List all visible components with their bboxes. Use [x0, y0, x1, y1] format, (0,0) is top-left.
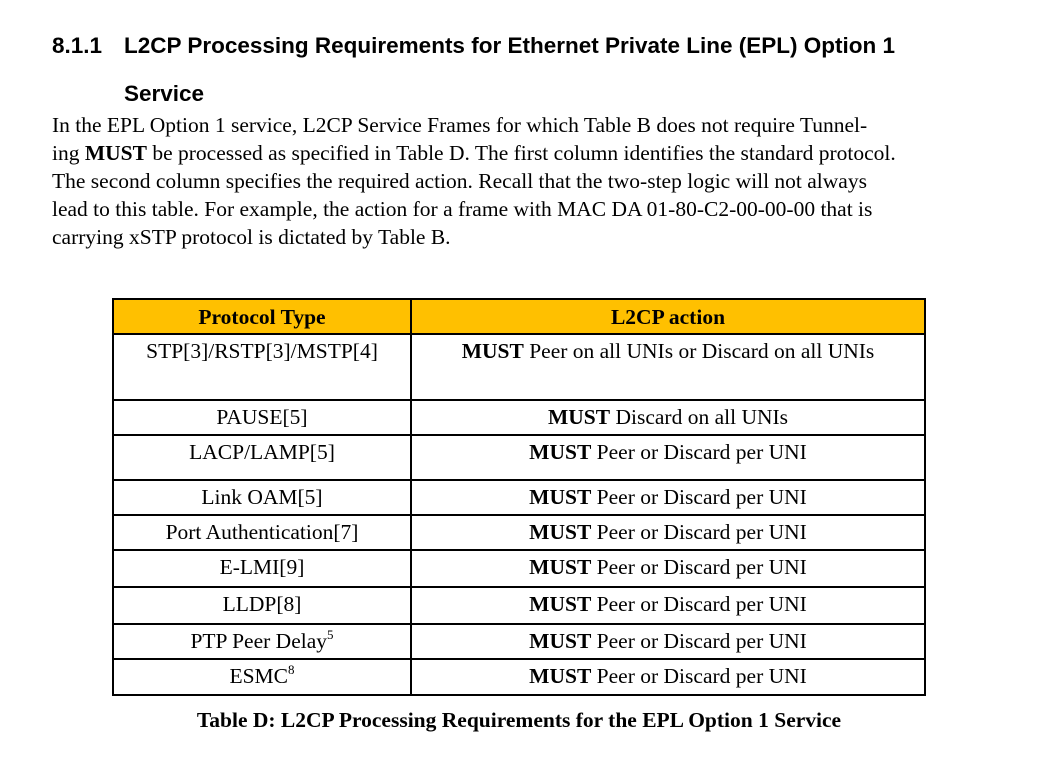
protocol-cell: LACP/LAMP[5] — [113, 435, 411, 480]
protocol-cell: LLDP[8] — [113, 587, 411, 624]
protocol-cell: STP[3]/RSTP[3]/MSTP[4] — [113, 334, 411, 400]
section-number: 8.1.1 — [52, 33, 103, 58]
para-line: In the EPL Option 1 service, L2CP Service Frames for which Table B does not require Tunnel- — [52, 113, 868, 137]
footnote-ref: 8 — [288, 662, 295, 677]
action-cell: MUST Peer or Discard per UNI — [411, 515, 925, 550]
must-keyword: MUST — [529, 629, 592, 653]
protocol-cell: E-LMI[9] — [113, 550, 411, 587]
table-row — [113, 587, 925, 624]
protocol-cell: PTP Peer Delay$^5$ — [113, 624, 411, 659]
section-title-line2: Service — [124, 81, 205, 106]
action-cell: MUST Peer or Discard per UNI — [411, 587, 925, 624]
para-line: lead to this table. For example, the action for a frame with MAC DA 01-80-C2-00-00-00 that is — [52, 197, 873, 221]
table-row — [113, 659, 925, 695]
must-keyword: MUST — [529, 555, 592, 579]
l2cp-table — [112, 298, 926, 696]
table-caption: Table D: L2CP Processing Requirements for the EPL Option 1 Service — [196, 708, 842, 732]
must-keyword: MUST — [529, 520, 592, 544]
para-line: The second column specifies the required action. Recall that the two-step logic will not always — [52, 169, 867, 193]
must-keyword: MUST — [547, 405, 611, 429]
must-keyword: MUST — [529, 440, 592, 464]
action-cell: MUST Peer or Discard per UNI — [411, 659, 925, 695]
must-keyword: MUST — [84, 141, 147, 165]
table-header-row — [113, 299, 925, 334]
body-paragraph — [52, 111, 992, 251]
section-title-line1: L2CP Processing Requirements for Ethernet Private Line (EPL) Option 1 — [124, 33, 895, 58]
table-row — [113, 400, 925, 435]
column-header-action: L2CP action — [411, 299, 925, 334]
action-cell: MUST Discard on all UNIs — [411, 400, 925, 435]
protocol-cell: ESMC$^8$ — [113, 659, 411, 695]
must-keyword: MUST — [529, 592, 592, 616]
must-keyword: MUST — [529, 485, 592, 509]
protocol-cell: PAUSE[5] — [113, 400, 411, 435]
table-row — [113, 550, 925, 587]
action-cell: MUST Peer or Discard per UNI — [411, 480, 925, 515]
must-keyword: MUST — [529, 664, 592, 688]
para-line: carrying xSTP protocol is dictated by Table B. — [52, 225, 451, 249]
action-cell: MUST Peer on all UNIs or Discard on all UNIs — [411, 334, 925, 400]
table-row — [113, 480, 925, 515]
table-row — [113, 334, 925, 400]
table-row — [113, 435, 925, 480]
action-cell: MUST Peer or Discard per UNI — [411, 435, 925, 480]
section-heading — [52, 22, 895, 118]
table-row — [113, 624, 925, 659]
footnote-ref: 5 — [327, 627, 334, 642]
protocol-cell: Port Authentication[7] — [113, 515, 411, 550]
action-cell: MUST Peer or Discard per UNI — [411, 550, 925, 587]
table-row — [113, 515, 925, 550]
action-cell: MUST Peer or Discard per UNI — [411, 624, 925, 659]
column-header-protocol: Protocol Type — [113, 299, 411, 334]
para-line: ing MUST be processed as specified in Table D. The first column identifies the standard protocol. — [52, 141, 896, 165]
must-keyword: MUST — [461, 339, 524, 363]
protocol-cell: Link OAM[5] — [113, 480, 411, 515]
